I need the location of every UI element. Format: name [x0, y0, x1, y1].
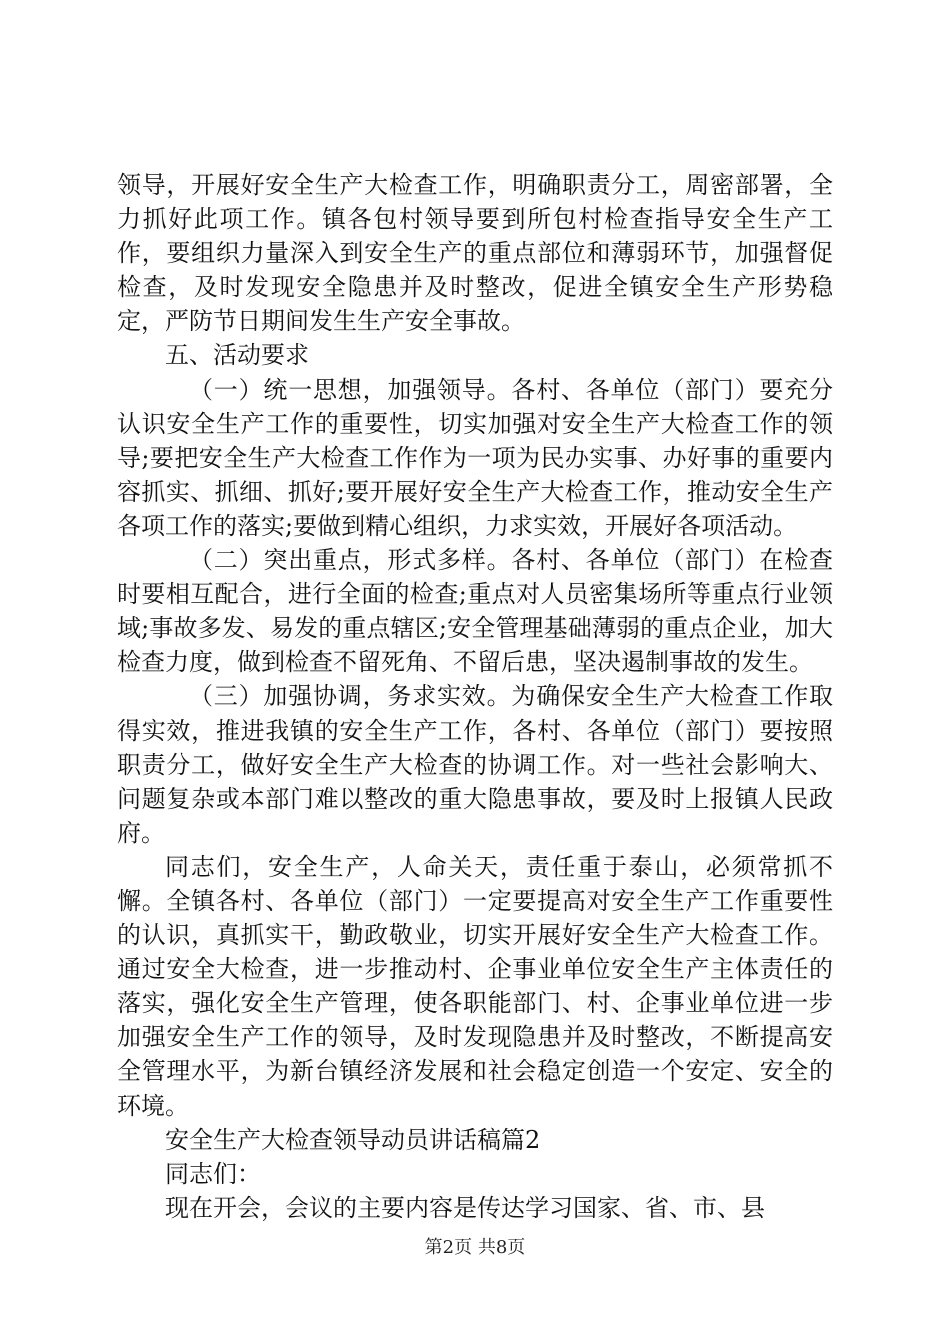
section-heading-requirements: 五、活动要求 — [165, 341, 309, 370]
paragraph-closing: 同志们，安全生产，人命关天，责任重于泰山，必须常抓不懈。全镇各村、各单位（部门）一定要提高对安全生产工作重要性的认识，真抓实干，勤政敬业，切实开展好安全生产大检查工作。通过安全大检查，进一步推动村、企事业单位安全生产主体责任的落实，强化安全生产管理，使各职能部门、村、企事业单位进一步加强安全生产工作的领导，及时发现隐患并及时整改，不断提高安全管理水平，为新台镇经济发展和社会稳定创造一个安定、安全的环境。 — [117, 852, 833, 1120]
paragraph-item-3: （三）加强协调，务求实效。为确保安全生产大检查工作取得实效，推进我镇的安全生产工作，各村、各单位（部门）要按照职责分工，做好安全生产大检查的协调工作。对一些社会影响大、问题复杂或本部门难以整改的重大隐患事故，要及时上报镇人民政府。 — [117, 682, 833, 847]
paragraph-item-1: （一）统一思想，加强领导。各村、各单位（部门）要充分认识安全生产工作的重要性，切实加强对安全生产大检查工作的领导;要把安全生产大检查工作作为一项为民办实事、办好事的重要内容抓实、抓细、抓好;要开展好安全生产大检查工作，推动安全生产各项工作的落实;要做到精心组织，力求实效，开展好各项活动。 — [117, 375, 833, 540]
paragraph-continuation: 领导，开展好安全生产大检查工作，明确职责分工，周密部署，全力抓好此项工作。镇各包村领导要到所包村检查指导安全生产工作，要组织力量深入到安全生产的重点部位和薄弱环节，加强督促检查，及时发现安全隐患并及时整改，促进全镇安全生产形势稳定，严防节日期间发生生产安全事故。 — [117, 171, 833, 336]
salutation: 同志们： — [165, 1159, 261, 1188]
page-number-footer: 第2页 共8页 — [424, 1237, 526, 1258]
speech-title-part-2: 安全生产大检查领导动员讲话稿篇2 — [165, 1125, 541, 1154]
paragraph-item-2: （二）突出重点，形式多样。各村、各单位（部门）在检查时要相互配合，进行全面的检查;重点对人员密集场所等重点行业领域;事故多发、易发的重点辖区;安全管理基础薄弱的重点企业，加大检查力度，做到检查不留死角、不留后患，坚决遏制事故的发生。 — [117, 546, 833, 677]
document-body — [117, 168, 833, 1225]
paragraph-opening: 现在开会，会议的主要内容是传达学习国家、省、市、县 — [165, 1193, 765, 1222]
